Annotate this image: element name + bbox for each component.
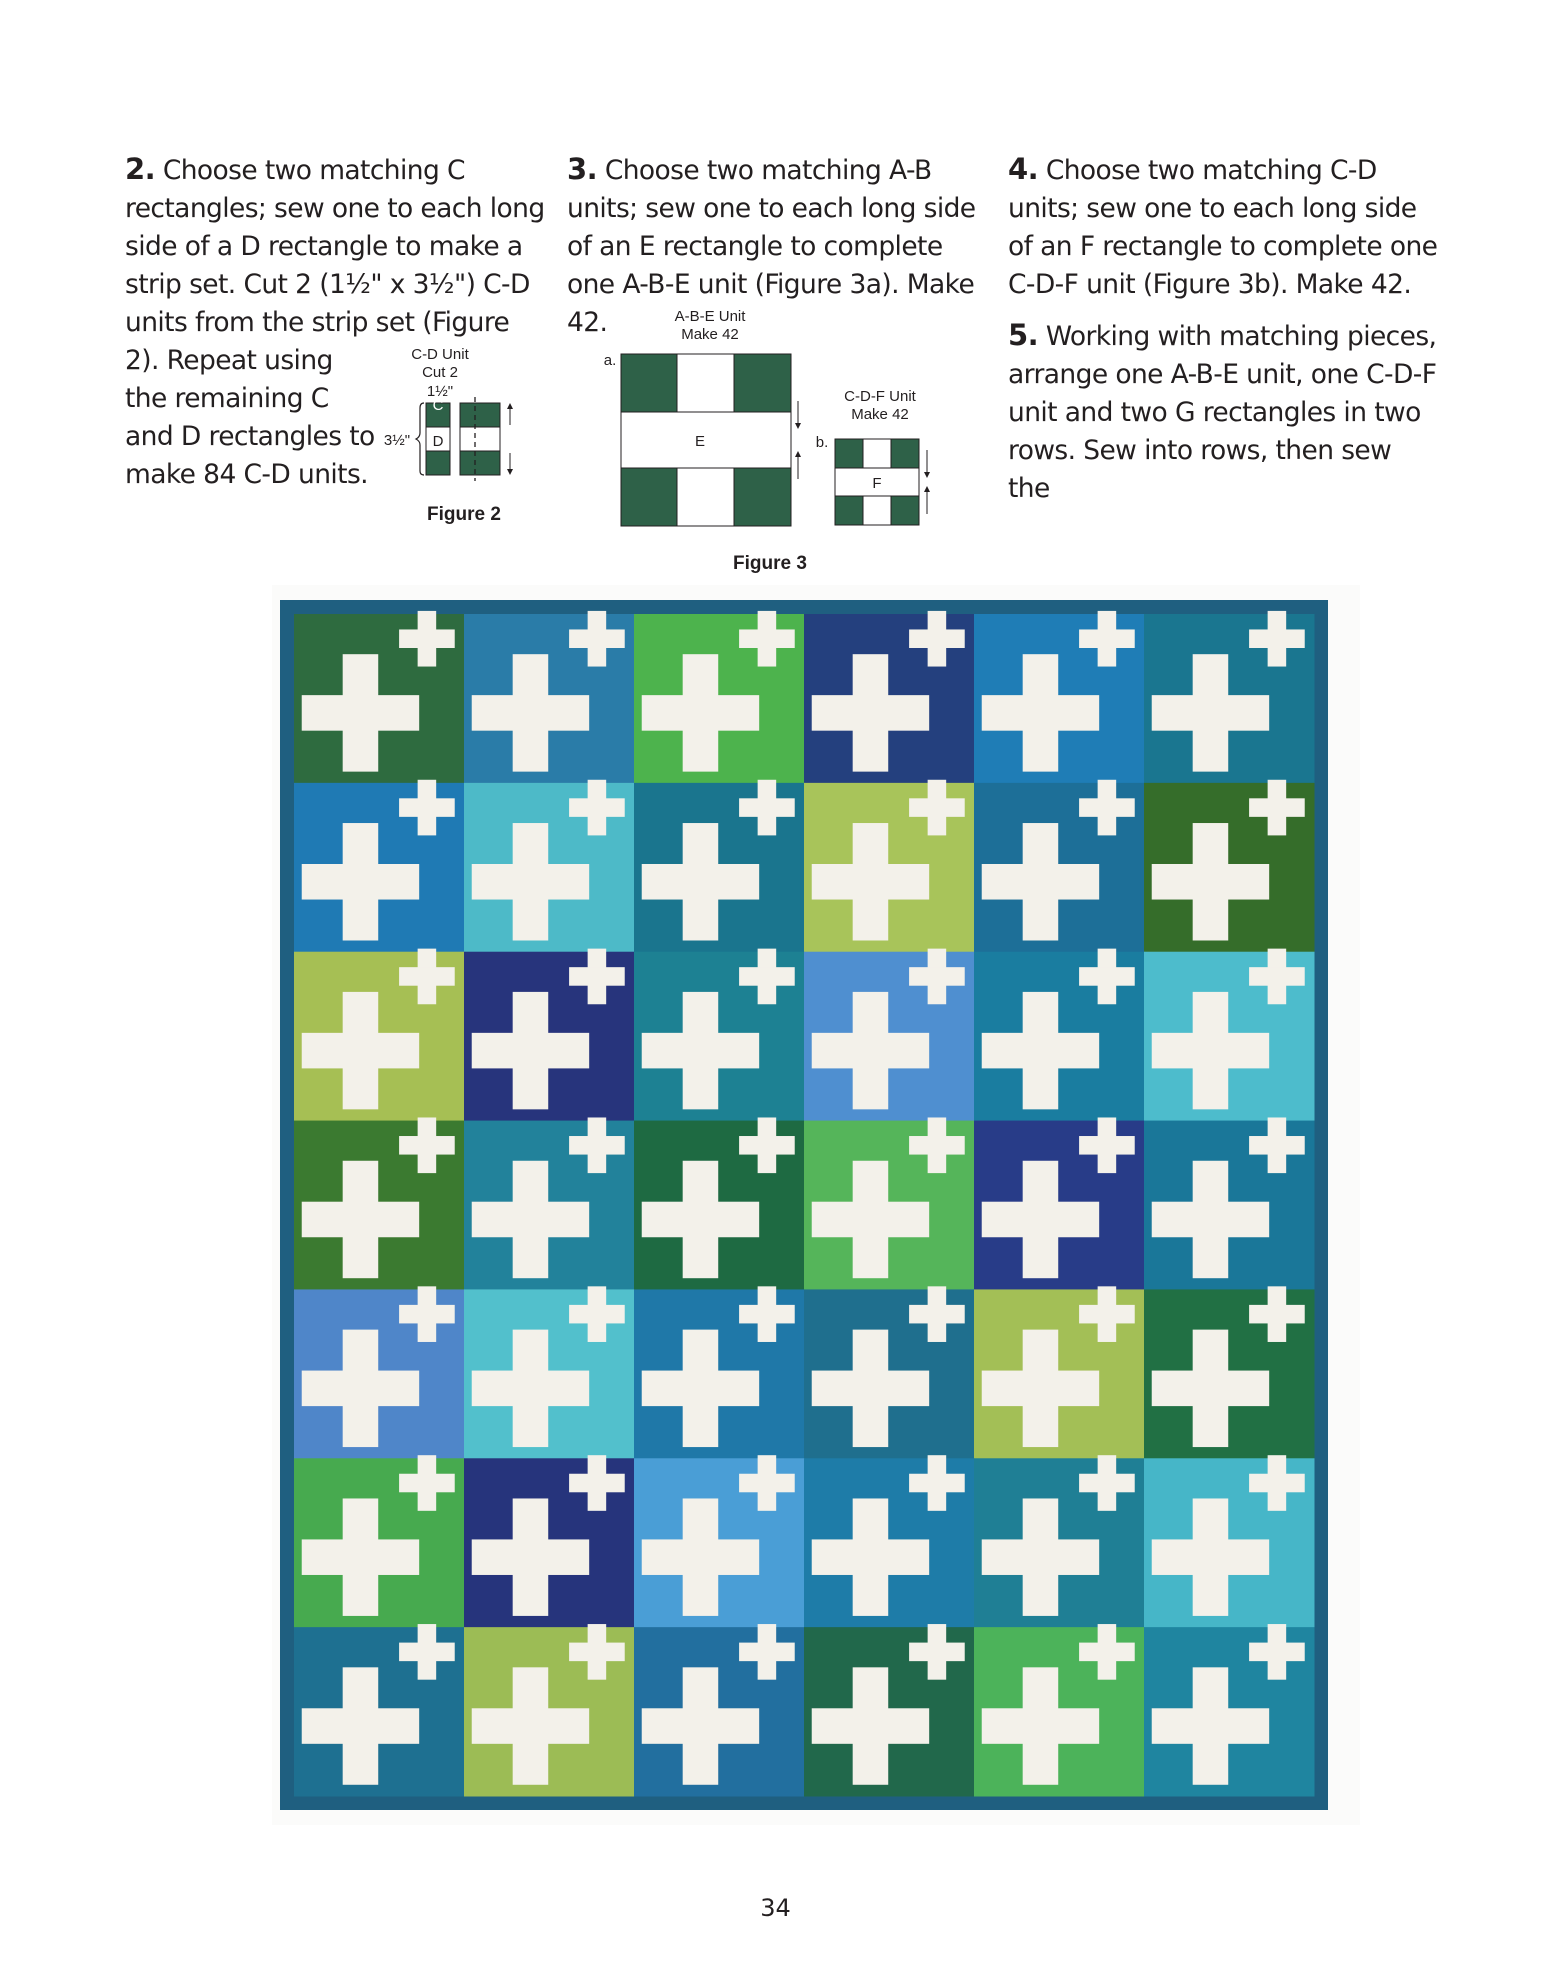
large-cross-horizontal [982, 1371, 1099, 1407]
large-cross-horizontal [302, 1033, 419, 1069]
small-cross-horizontal [1249, 1474, 1305, 1493]
small-cross-horizontal [569, 1305, 625, 1324]
step-4-paragraph [1008, 150, 1438, 304]
figure-3b-label: b. [815, 434, 829, 451]
cdf-unit-title: C-D-F Unit [844, 388, 916, 405]
large-cross-horizontal [302, 1539, 419, 1575]
small-cross-horizontal [1079, 1136, 1135, 1155]
step-number: 4. [1008, 152, 1038, 186]
small-cross-horizontal [569, 967, 625, 986]
large-cross-horizontal [982, 695, 1099, 731]
small-cross-horizontal [909, 967, 965, 986]
small-cross-horizontal [1079, 798, 1135, 817]
page-number: 34 [760, 1894, 791, 1922]
large-cross-horizontal [642, 864, 759, 900]
step-text: Choose two matching A-B units; sew one to each long side of an E rectangle to complete one A-B-E unit (Figure 3a). Make 42. [567, 155, 976, 338]
large-cross-horizontal [982, 1202, 1099, 1238]
step-3-column [567, 150, 997, 354]
small-cross-horizontal [569, 1136, 625, 1155]
large-cross-horizontal [302, 1371, 419, 1407]
abe-unit-diagram [620, 353, 820, 528]
small-cross-horizontal [399, 1136, 455, 1155]
large-cross-horizontal [812, 1202, 929, 1238]
large-cross-horizontal [812, 1708, 929, 1744]
small-cross-horizontal [1079, 1643, 1135, 1662]
steps-4-5-column [1008, 150, 1438, 520]
e-label: E [694, 433, 705, 450]
figure-3a-label: a. [603, 352, 617, 369]
small-cross-horizontal [1079, 629, 1135, 648]
large-cross-horizontal [472, 1033, 589, 1069]
large-cross-horizontal [302, 695, 419, 731]
cd-unit-title: C-D Unit [411, 346, 469, 363]
small-cross-horizontal [569, 1474, 625, 1493]
large-cross-horizontal [472, 695, 589, 731]
large-cross-horizontal [472, 1202, 589, 1238]
large-cross-horizontal [642, 1202, 759, 1238]
step-3-paragraph [567, 150, 997, 342]
step-5-paragraph [1008, 316, 1438, 508]
f-label: F [872, 475, 882, 492]
small-cross-horizontal [569, 1643, 625, 1662]
small-cross-horizontal [909, 1305, 965, 1324]
large-cross-horizontal [982, 1708, 1099, 1744]
large-cross-horizontal [302, 1708, 419, 1744]
small-cross-horizontal [1079, 967, 1135, 986]
large-cross-horizontal [1152, 1539, 1269, 1575]
large-cross-horizontal [1152, 1202, 1269, 1238]
large-cross-horizontal [472, 1539, 589, 1575]
large-cross-horizontal [472, 1708, 589, 1744]
large-cross-horizontal [982, 1033, 1099, 1069]
small-cross-horizontal [739, 1474, 795, 1493]
c-label: C [432, 397, 444, 414]
large-cross-horizontal [982, 1539, 1099, 1575]
large-cross-horizontal [642, 1033, 759, 1069]
d-label: D [432, 433, 444, 450]
small-cross-horizontal [909, 798, 965, 817]
small-cross-horizontal [1079, 1474, 1135, 1493]
cd-width-label: 1½" [426, 383, 454, 400]
large-cross-horizontal [812, 864, 929, 900]
cdf-unit-subtitle: Make 42 [851, 406, 909, 423]
small-cross-horizontal [399, 1305, 455, 1324]
step-2-wrap-text [125, 380, 380, 494]
step-number: 5. [1008, 318, 1038, 352]
large-cross-horizontal [1152, 695, 1269, 731]
large-cross-horizontal [1152, 1371, 1269, 1407]
small-cross-horizontal [1249, 629, 1305, 648]
step-text: Choose two matching C rectangles; sew one to each long side of a D rectangle to make a strip set. Cut 2 (1½" x 3½") C-D units from the strip set (Figure 2). Repeat using [125, 155, 545, 376]
step-text: Choose two matching C-D units; sew one to each long side of an F rectangle to complete one C-D-F unit (Figure 3b). Make 42. [1008, 155, 1438, 300]
small-cross-horizontal [909, 1136, 965, 1155]
small-cross-horizontal [1249, 1136, 1305, 1155]
small-cross-horizontal [909, 1474, 965, 1493]
small-cross-horizontal [399, 1474, 455, 1493]
small-cross-horizontal [399, 629, 455, 648]
large-cross-horizontal [1152, 1708, 1269, 1744]
abe-unit-title: A-B-E Unit [674, 308, 746, 325]
small-cross-horizontal [1249, 967, 1305, 986]
small-cross-horizontal [1249, 1643, 1305, 1662]
abe-unit-subtitle: Make 42 [681, 326, 739, 343]
small-cross-horizontal [909, 1643, 965, 1662]
large-cross-horizontal [642, 1371, 759, 1407]
large-cross-horizontal [642, 1539, 759, 1575]
figure-3-caption: Figure 3 [733, 553, 807, 574]
cd-unit-subtitle: Cut 2 [422, 364, 458, 381]
small-cross-horizontal [399, 967, 455, 986]
large-cross-horizontal [1152, 1033, 1269, 1069]
small-cross-horizontal [399, 1643, 455, 1662]
large-cross-horizontal [472, 864, 589, 900]
small-cross-horizontal [739, 629, 795, 648]
cd-height-label: 3½" [383, 432, 411, 449]
large-cross-horizontal [982, 864, 1099, 900]
small-cross-horizontal [739, 798, 795, 817]
small-cross-horizontal [739, 967, 795, 986]
quilt-photo [272, 585, 1360, 1825]
small-cross-horizontal [739, 1643, 795, 1662]
small-cross-horizontal [1079, 1305, 1135, 1324]
large-cross-horizontal [472, 1371, 589, 1407]
small-cross-horizontal [739, 1305, 795, 1324]
step-number: 2. [125, 152, 155, 186]
large-cross-horizontal [812, 1371, 929, 1407]
small-cross-horizontal [399, 798, 455, 817]
large-cross-horizontal [812, 695, 929, 731]
small-cross-horizontal [569, 798, 625, 817]
small-cross-horizontal [909, 629, 965, 648]
step-text: Working with matching pieces, arrange one A-B-E unit, one C-D-F unit and two G rectangles in two rows. Sew into rows, then sew the [1008, 321, 1437, 504]
large-cross-horizontal [302, 1202, 419, 1238]
step-number: 3. [567, 152, 597, 186]
small-cross-horizontal [1249, 798, 1305, 817]
step-text: the remaining C and D rectangles to make 84 C-D units. [125, 383, 375, 490]
large-cross-horizontal [1152, 864, 1269, 900]
large-cross-horizontal [812, 1539, 929, 1575]
large-cross-horizontal [812, 1033, 929, 1069]
large-cross-horizontal [642, 695, 759, 731]
large-cross-horizontal [642, 1708, 759, 1744]
small-cross-horizontal [739, 1136, 795, 1155]
figure-2-caption: Figure 2 [427, 504, 501, 525]
large-cross-horizontal [302, 864, 419, 900]
small-cross-horizontal [1249, 1305, 1305, 1324]
quilt-image [280, 600, 1328, 1810]
small-cross-horizontal [569, 629, 625, 648]
